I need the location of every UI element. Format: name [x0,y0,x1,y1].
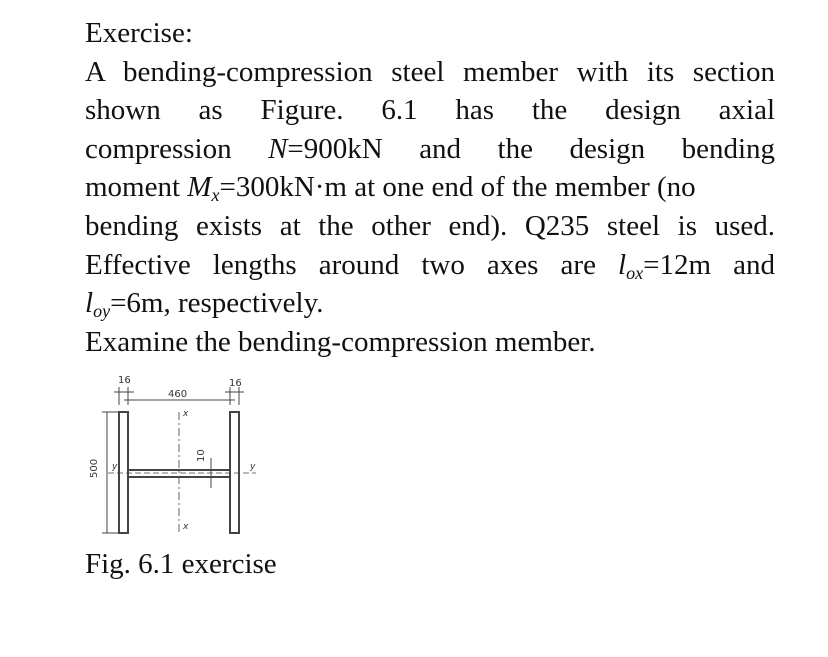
i-section-diagram [82,370,272,535]
para-line-4: moment $M_x=300kN\cdot m$ at one end of the member (no [85,171,696,206]
dim-web-width: 460 [168,389,188,400]
x-axis-label-bottom: x [183,522,189,532]
symbol-N: N [268,132,288,165]
x-axis-label-top: x [183,409,189,419]
para-line-3: compression N=900kN and the design bending [85,132,776,165]
right-flange [230,412,239,533]
exercise-task: Examine the bending-compression member. [85,325,596,358]
symbol-l-oy: l [85,287,94,320]
section-figure [82,370,272,535]
symbol-M-subscript: x [211,185,220,206]
para-line-5: bending exists at the other end). Q235 steel is used. [85,209,775,242]
para-line-6: Effective lengths around two axes are $l_{ox}=12m$ and [85,248,775,283]
dim-right-flange: 16 [229,378,242,389]
dim-height: 500 [89,458,100,478]
dim-left-flange: 16 [118,375,131,386]
para-line-2: shown as Figure. 6.1 has the design axial [85,94,775,127]
para-line-1: A bending-compression steel member with its section [85,55,775,88]
y-axis-label-left: y [112,462,118,472]
figure-caption: Fig. 6.1 exercise [85,548,277,580]
symbol-M: M [187,171,212,204]
symbol-l-ox: l [618,248,627,281]
dim-web-thickness: 10 [196,449,207,462]
y-axis-label-right: y [250,462,256,472]
exercise-text [85,14,775,361]
left-flange [119,412,128,533]
para-line-7: $l_{oy}=6m$, respectively. [85,287,324,322]
exercise-heading: Exercise: [85,17,193,49]
